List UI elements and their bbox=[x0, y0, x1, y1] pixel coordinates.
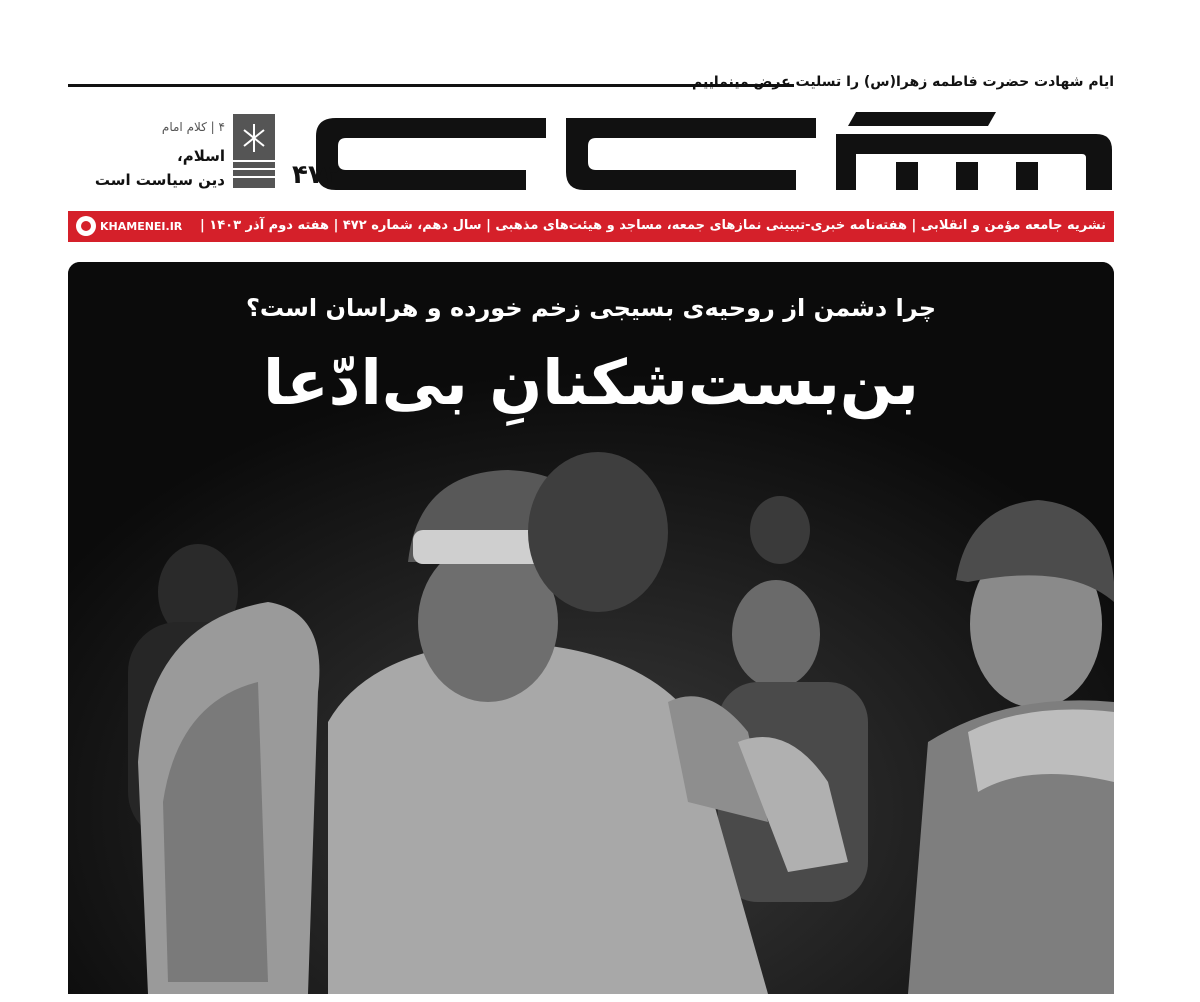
site-logo[interactable] bbox=[76, 216, 182, 236]
cover-subtitle: چرا دشمن از روحیه‌ی بسیجی زخم خورده و هراسان است؟ bbox=[245, 294, 937, 322]
masthead-logo bbox=[296, 106, 1114, 196]
rosette-icon bbox=[76, 216, 96, 236]
info-bar-text: نشریه جامعه مؤمن و انقلابی | هفته‌نامه خبری-تبیینی نمازهای جمعه، مساجد و هیئت‌های مذهبی | سال دهم، شماره ۴۷۲ | هفته دوم آذر ۱۴۰۳ | bbox=[199, 218, 1106, 233]
publisher-logo-icon bbox=[233, 114, 275, 188]
imam-quote bbox=[95, 144, 225, 192]
site-logo-label: KHAMENEI.IR bbox=[100, 219, 183, 233]
cover-photo bbox=[68, 262, 1114, 994]
page-tag: ۴ | کلام امام bbox=[161, 120, 225, 134]
issue-number: ۴۷۲ bbox=[292, 160, 340, 190]
mourning-line: ایام شهادت حضرت فاطمه زهرا(س) را تسلیت عرض مینماییم bbox=[691, 74, 1114, 90]
header-rule bbox=[68, 84, 794, 87]
imam-quote-line1: اسلام، bbox=[177, 147, 225, 165]
imam-quote-line2: دین سیاست است bbox=[94, 171, 225, 189]
cover-headline: بن‌بست‌شکنانِ بی‌ادّعا bbox=[263, 346, 919, 419]
info-bar bbox=[68, 211, 1114, 242]
